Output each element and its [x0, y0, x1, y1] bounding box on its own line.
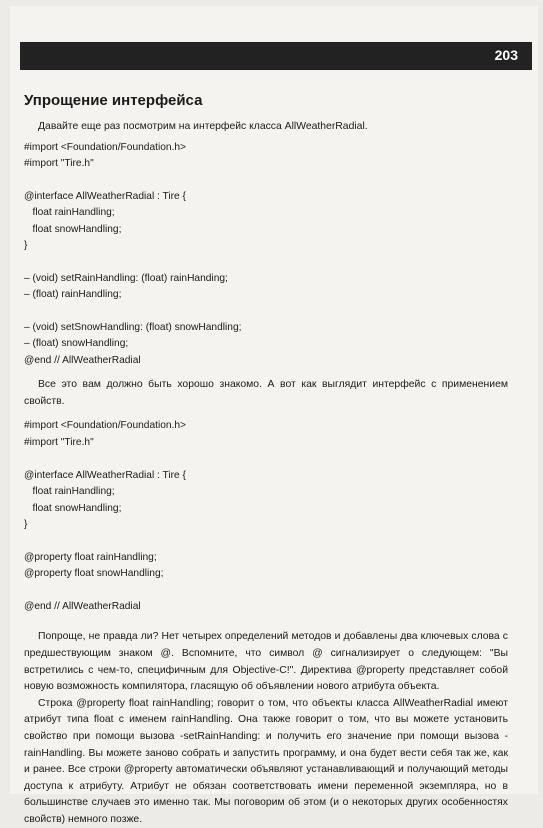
paragraph-familiar: Все это вам должно быть хорошо знакомо. А вот как выглядит интерфейс с применением свойств.: [24, 379, 508, 407]
page-number: 203: [494, 47, 518, 63]
page-header-bar: [20, 42, 532, 70]
code-block-interface-original: #import <Foundation/Foundation.h> #import "Tire.h" @interface AllWeatherRadial : Tire { float rainHandling; float snowHandling; } – (void) setRainHandling: (float) rainHanding; – (float) rainHandling; – (void) setSnowHandling: (float) snowHandling; – (float) snowHandling; @end // AllWeatherRadial: [24, 141, 242, 366]
section-title: Упрощение интерфейса: [24, 92, 203, 109]
code-block-interface-properties: #import <Foundation/Foundation.h> #import "Tire.h" @interface AllWeatherRadial : Tire { float rainHandling; float snowHandling; } @property float rainHandling; @property float snowHandling; @end // AllWeatherRadial: [24, 420, 186, 612]
paragraph-simpler: Попроще, не правда ли? Нет четырех определений методов и добавлены два ключевых слова с предшествующим знаком @. Вспомните, что символ @ сигнализирует о следующем: "Вы встретились с чем-то, специфичным для Objective-C!". Директива @property представляет собой новую возможность компилятора, гласящую об объявлении нового атрибута объекта.: [24, 631, 508, 693]
paragraph-property-explained: Строка @property float rainHandling; говорит о том, что объекты класса AllWeatherRadial имеют атрибут типа float с именем rainHandling. Она также говорит о том, что вы можете установить свойство при помощи вызова -setRainHanding: и получить его значение при помощи вызова -rainHandling. Вы можете заново собрать и запустить программу, и она будет вести себя так же, как и ранее. Все строки @property автоматически объявляют устанавливающий и получающий методы доступа к атрибуту. Атрибут не обязан соответствовать имени переменной экземпляра, но в большинстве случаев это именно так. Мы поговорим об этом (и о некоторых других особенностях свойств) немного позже.: [24, 697, 508, 825]
page-content: [24, 92, 508, 828]
intro-paragraph: Давайте еще раз посмотрим на интерфейс класса AllWeatherRadial.: [38, 121, 368, 132]
